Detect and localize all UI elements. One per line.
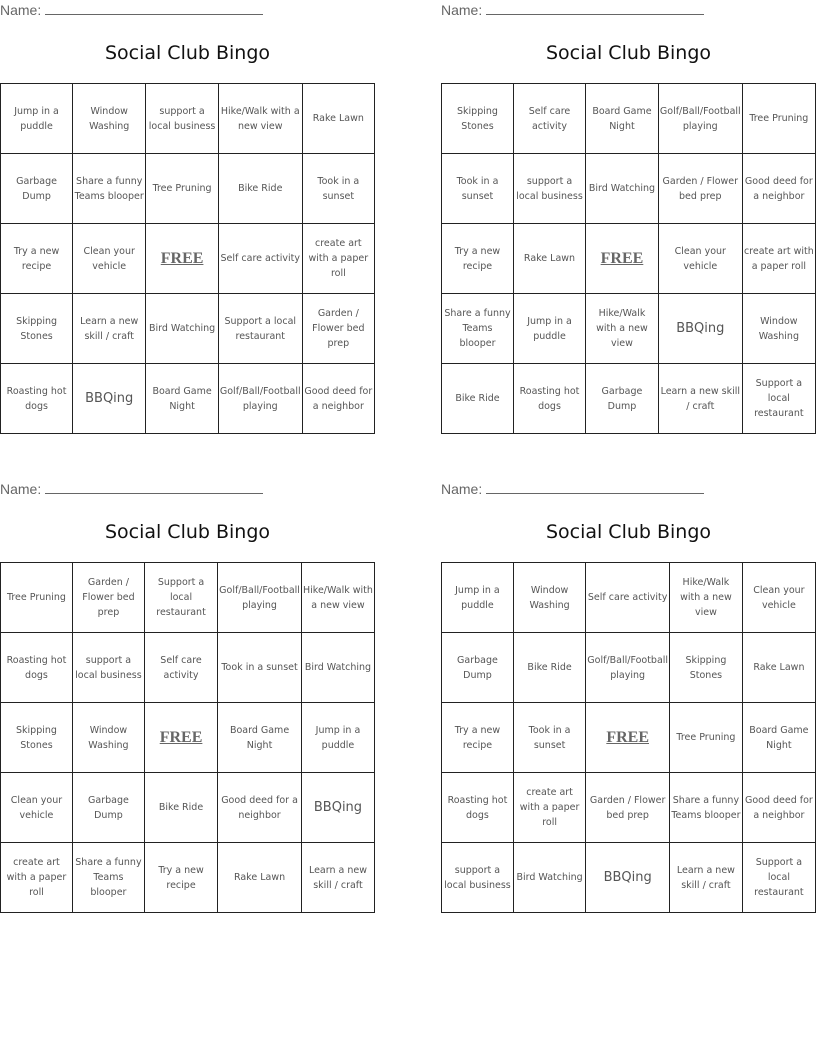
bingo-cell: Support a local restaurant <box>218 294 302 364</box>
bingo-cell: Support a local restaurant <box>742 364 815 434</box>
name-field <box>0 2 263 18</box>
bingo-cell: Learn a new skill / craft <box>658 364 742 434</box>
bingo-grid <box>0 83 375 434</box>
free-space: FREE <box>144 703 217 773</box>
bingo-cell: Jump in a puddle <box>1 84 73 154</box>
free-space: FREE <box>146 224 219 294</box>
bingo-cell: support a local business <box>442 843 514 913</box>
bingo-cell: Rake Lawn <box>513 224 585 294</box>
card-title: Social Club Bingo <box>104 42 271 64</box>
grid-row <box>442 773 816 843</box>
bingo-cell: Board Game Night <box>742 703 815 773</box>
bingo-grid <box>0 562 375 913</box>
grid-row <box>1 703 375 773</box>
bingo-cell: Learn a new skill / craft <box>301 843 374 913</box>
bingo-cell: Self care activity <box>513 84 585 154</box>
grid-row <box>442 563 816 633</box>
bingo-cell: Share a funny Teams blooper <box>72 843 144 913</box>
card-title: Social Club Bingo <box>104 521 271 543</box>
grid-row <box>442 364 816 434</box>
bingo-cell: Garden / Flower bed prep <box>586 773 670 843</box>
bingo-cell: Bird Watching <box>513 843 585 913</box>
bingo-cell: Bird Watching <box>146 294 219 364</box>
bingo-cell: Skipping Stones <box>1 703 73 773</box>
grid-row <box>1 224 375 294</box>
bingo-cell: Roasting hot dogs <box>442 773 514 843</box>
bingo-cell: Clean your vehicle <box>658 224 742 294</box>
bingo-cell: Garbage Dump <box>1 154 73 224</box>
bingo-cell: create art with a paper roll <box>1 843 73 913</box>
bingo-cell: Took in a sunset <box>513 703 585 773</box>
bingo-cell: Hike/Walk with a new view <box>670 563 743 633</box>
bingo-cell: Garden / Flower bed prep <box>72 563 144 633</box>
bingo-cell: support a local business <box>72 633 144 703</box>
bingo-grid <box>441 83 816 434</box>
bingo-cell: Roasting hot dogs <box>1 633 73 703</box>
grid-row <box>1 364 375 434</box>
bingo-cell: Good deed for a neighbor <box>218 773 302 843</box>
bingo-cell: Golf/Ball/Football playing <box>218 364 302 434</box>
bingo-cell: Clean your vehicle <box>742 563 815 633</box>
bingo-cell: Board Game Night <box>218 703 302 773</box>
bingo-cell: Self care activity <box>218 224 302 294</box>
bingo-cell: Golf/Ball/Football playing <box>218 563 302 633</box>
bingo-cell: Skipping Stones <box>670 633 743 703</box>
bingo-cell: Try a new recipe <box>144 843 217 913</box>
name-line <box>486 481 704 494</box>
bingo-cell: support a local business <box>513 154 585 224</box>
bingo-cell: Tree Pruning <box>1 563 73 633</box>
bingo-cell: Garbage Dump <box>72 773 144 843</box>
name-label: Name: <box>441 481 483 497</box>
bingo-cell: Window Washing <box>73 84 146 154</box>
bingo-cell: Good deed for a neighbor <box>742 773 815 843</box>
bingo-cell: BBQing <box>658 294 742 364</box>
bingo-cell: Garbage Dump <box>442 633 514 703</box>
name-field <box>441 481 704 497</box>
grid-row <box>1 773 375 843</box>
bingo-cell: Learn a new skill / craft <box>73 294 146 364</box>
bingo-cell: Roasting hot dogs <box>1 364 73 434</box>
name-field <box>441 2 704 18</box>
bingo-cell: Self care activity <box>586 563 670 633</box>
grid-row <box>442 84 816 154</box>
name-label: Name: <box>0 481 42 497</box>
name-label: Name: <box>441 2 483 18</box>
grid-row <box>1 563 375 633</box>
bingo-cell: Skipping Stones <box>442 84 514 154</box>
grid-row <box>442 154 816 224</box>
bingo-cell: Hike/Walk with a new view <box>301 563 374 633</box>
bingo-cell: create art with a paper roll <box>513 773 585 843</box>
card-title: Social Club Bingo <box>545 42 712 64</box>
bingo-cell: Support a local restaurant <box>144 563 217 633</box>
free-space: FREE <box>586 703 670 773</box>
grid-row <box>442 294 816 364</box>
name-line <box>45 481 263 494</box>
bingo-cell: create art with a paper roll <box>742 224 815 294</box>
grid-row <box>442 633 816 703</box>
name-field <box>0 481 263 497</box>
bingo-cell: Took in a sunset <box>302 154 374 224</box>
bingo-cell: Board Game Night <box>586 84 659 154</box>
bingo-cell: Share a funny Teams blooper <box>442 294 514 364</box>
bingo-cell: Hike/Walk with a new view <box>586 294 659 364</box>
grid-row <box>1 154 375 224</box>
bingo-cell: Bike Ride <box>144 773 217 843</box>
bingo-cell: Roasting hot dogs <box>513 364 585 434</box>
bingo-cell: BBQing <box>301 773 374 843</box>
bingo-cell: Support a local restaurant <box>742 843 815 913</box>
bingo-cell: Rake Lawn <box>302 84 374 154</box>
bingo-cell: Good deed for a neighbor <box>742 154 815 224</box>
bingo-cell: Self care activity <box>144 633 217 703</box>
bingo-cell: Jump in a puddle <box>442 563 514 633</box>
bingo-cell: Garbage Dump <box>586 364 659 434</box>
bingo-cell: Tree Pruning <box>146 154 219 224</box>
bingo-cell: Board Game Night <box>146 364 219 434</box>
bingo-cell: Skipping Stones <box>1 294 73 364</box>
grid-row <box>1 843 375 913</box>
bingo-cell: Rake Lawn <box>742 633 815 703</box>
name-line <box>486 2 704 15</box>
bingo-cell: Rake Lawn <box>218 843 302 913</box>
grid-row <box>442 224 816 294</box>
bingo-cell: Try a new recipe <box>442 703 514 773</box>
grid-row <box>1 84 375 154</box>
bingo-cell: Try a new recipe <box>442 224 514 294</box>
bingo-cell: Learn a new skill / craft <box>670 843 743 913</box>
bingo-cell: Tree Pruning <box>670 703 743 773</box>
bingo-cell: Hike/Walk with a new view <box>218 84 302 154</box>
bingo-cell: Tree Pruning <box>742 84 815 154</box>
bingo-cell: Window Washing <box>742 294 815 364</box>
bingo-cell: Bike Ride <box>218 154 302 224</box>
bingo-cell: BBQing <box>586 843 670 913</box>
bingo-cell: Share a funny Teams blooper <box>73 154 146 224</box>
bingo-cell: Jump in a puddle <box>301 703 374 773</box>
bingo-cell: Jump in a puddle <box>513 294 585 364</box>
bingo-cell: Bike Ride <box>513 633 585 703</box>
bingo-cell: Bird Watching <box>586 154 659 224</box>
name-label: Name: <box>0 2 42 18</box>
bingo-cell: Golf/Ball/Football playing <box>658 84 742 154</box>
bingo-grid <box>441 562 816 913</box>
name-line <box>45 2 263 15</box>
bingo-cell: Bike Ride <box>442 364 514 434</box>
grid-row <box>1 294 375 364</box>
bingo-cell: Garden / Flower bed prep <box>658 154 742 224</box>
bingo-cell: Good deed for a neighbor <box>302 364 374 434</box>
bingo-cell: Window Washing <box>72 703 144 773</box>
bingo-cell: Clean your vehicle <box>73 224 146 294</box>
bingo-cell: Garden / Flower bed prep <box>302 294 374 364</box>
bingo-cell: Golf/Ball/Football playing <box>586 633 670 703</box>
bingo-cell: Took in a sunset <box>442 154 514 224</box>
bingo-cell: Window Washing <box>513 563 585 633</box>
bingo-cell: create art with a paper roll <box>302 224 374 294</box>
bingo-cell: Took in a sunset <box>218 633 302 703</box>
card-title: Social Club Bingo <box>545 521 712 543</box>
bingo-cell: Try a new recipe <box>1 224 73 294</box>
grid-row <box>442 843 816 913</box>
bingo-cell: BBQing <box>73 364 146 434</box>
bingo-cell: support a local business <box>146 84 219 154</box>
bingo-cell: Share a funny Teams blooper <box>670 773 743 843</box>
bingo-cell: Clean your vehicle <box>1 773 73 843</box>
grid-row <box>1 633 375 703</box>
grid-row <box>442 703 816 773</box>
free-space: FREE <box>586 224 659 294</box>
bingo-cell: Bird Watching <box>301 633 374 703</box>
